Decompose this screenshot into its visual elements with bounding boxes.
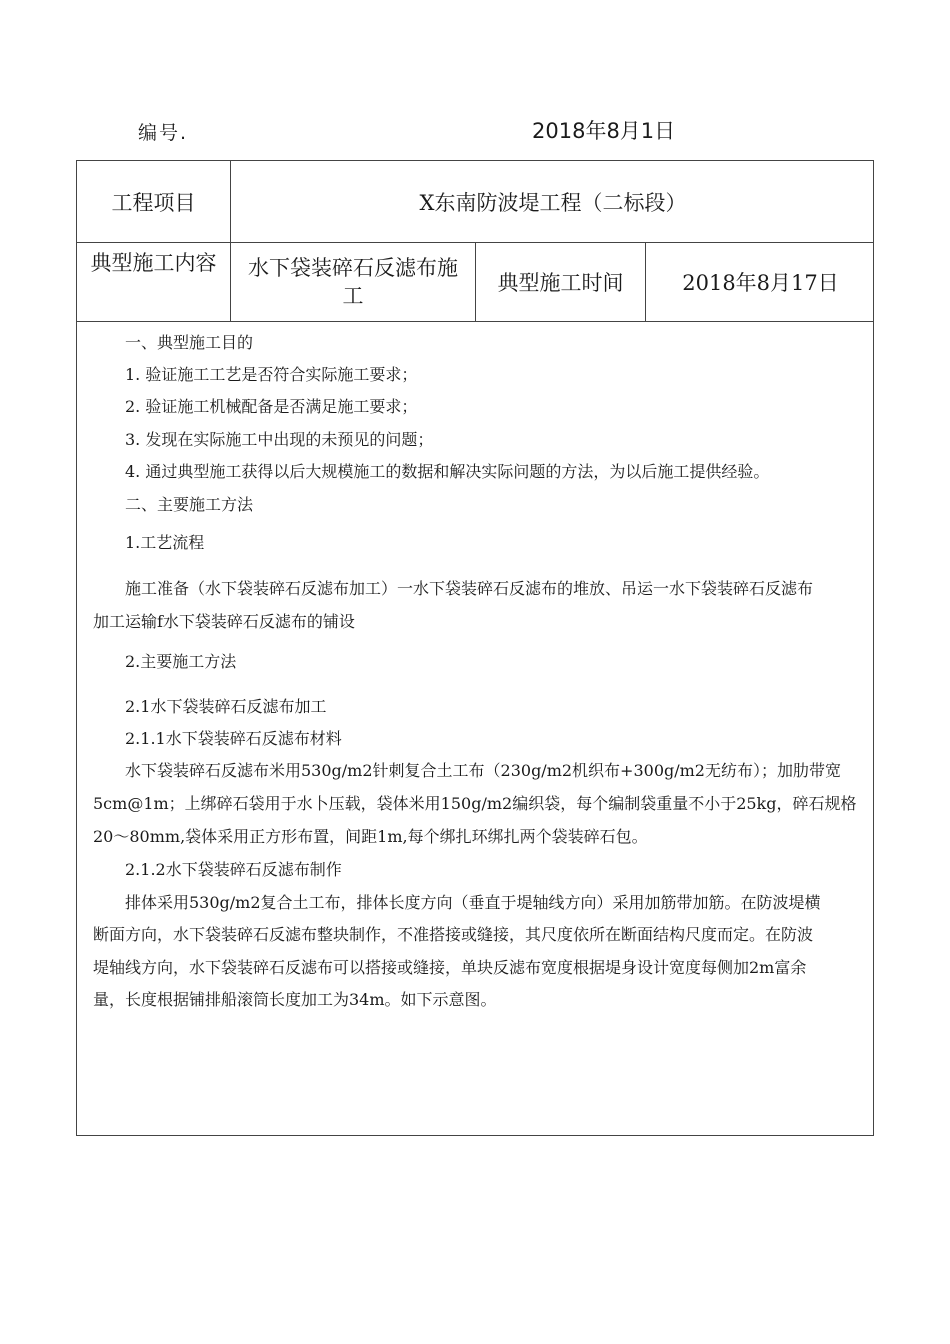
content-label: 典型施工内容: [90, 251, 217, 275]
subsection-heading: 2.1.2水下袋装碎石反滤布制作: [125, 860, 342, 879]
list-item: 2. 验证施工机械配备是否满足施工要求；: [125, 397, 418, 416]
project-name: X东南防波堤工程（二标段）: [419, 190, 687, 215]
paragraph-line: 5cm@1m；上绑碎石袋用于水卜压载，袋体米用150g/m2编织袋，每个编制袋重量不小于25kg，碎石规格: [93, 794, 857, 813]
list-item: 3. 发现在实际施工中出现的未预见的问题；: [125, 430, 434, 449]
document-date: 2018年8月1日: [532, 119, 676, 143]
paragraph-line: 量，长度根据铺排船滚筒长度加工为34m。如下示意图。: [93, 990, 497, 1009]
subsection-heading: 2.1水下袋装碎石反滤布加工: [125, 697, 327, 716]
content-value-line: 工: [342, 284, 364, 308]
paragraph-line: 施工准备（水下袋装碎石反滤布加工）一水下袋装碎石反滤布的堆放、吊运一水下袋装碎石反滤布: [125, 579, 814, 598]
row-divider: [77, 321, 873, 322]
paragraph-line: 断面方向，水下袋装碎石反滤布整块制作，不准搭接或缝接，其尺度依所在断面结构尺度而定。在防波: [93, 925, 814, 944]
list-item: 1. 验证施工工艺是否符合实际施工要求；: [125, 365, 418, 384]
subsection-heading: 2.1.1水下袋装碎石反滤布材料: [125, 729, 342, 748]
section-heading: 一、典型施工目的: [125, 333, 254, 352]
document-number-label: 编号.: [138, 122, 189, 144]
subsection-heading: 1.工艺流程: [125, 533, 205, 552]
paragraph-line: 堤轴线方向，水下袋装碎石反滤布可以搭接或缝接，单块反滤布宽度根据堤身设计宽度每侧加2m富余: [93, 958, 807, 977]
construction-form-table: [76, 160, 874, 1136]
paragraph-line: 排体采用530g/m2复合土工布，排体长度方向（垂直于堤轴线方向）采用加筋带加筋。在防波堤横: [125, 893, 821, 912]
content-value: [231, 243, 475, 321]
content-value-line: 水下袋装碎石反滤布施: [248, 256, 458, 280]
paragraph-line: 水下袋装碎石反滤布米用530g/m2针刺复合土工布（230g/m2机织布+300g/m2无纺布）；加肋带宽: [125, 761, 841, 780]
paragraph-line: 20〜80mm,袋体采用正方形布置，间距1m,每个绑扎环绑扎两个袋装碎石包。: [93, 827, 648, 846]
paragraph-line: 加工运输f水下袋装碎石反滤布的铺设: [93, 612, 355, 631]
time-value: 2018年8月17日: [682, 271, 839, 295]
list-item: 4. 通过典型施工获得以后大规模施工的数据和解决实际问题的方法，为以后施工提供经验。: [125, 462, 770, 481]
project-label: 工程项目: [111, 190, 196, 215]
time-label: 典型施工时间: [497, 271, 624, 295]
section-heading: 二、主要施工方法: [125, 495, 254, 514]
subsection-heading: 2.主要施工方法: [125, 652, 237, 671]
